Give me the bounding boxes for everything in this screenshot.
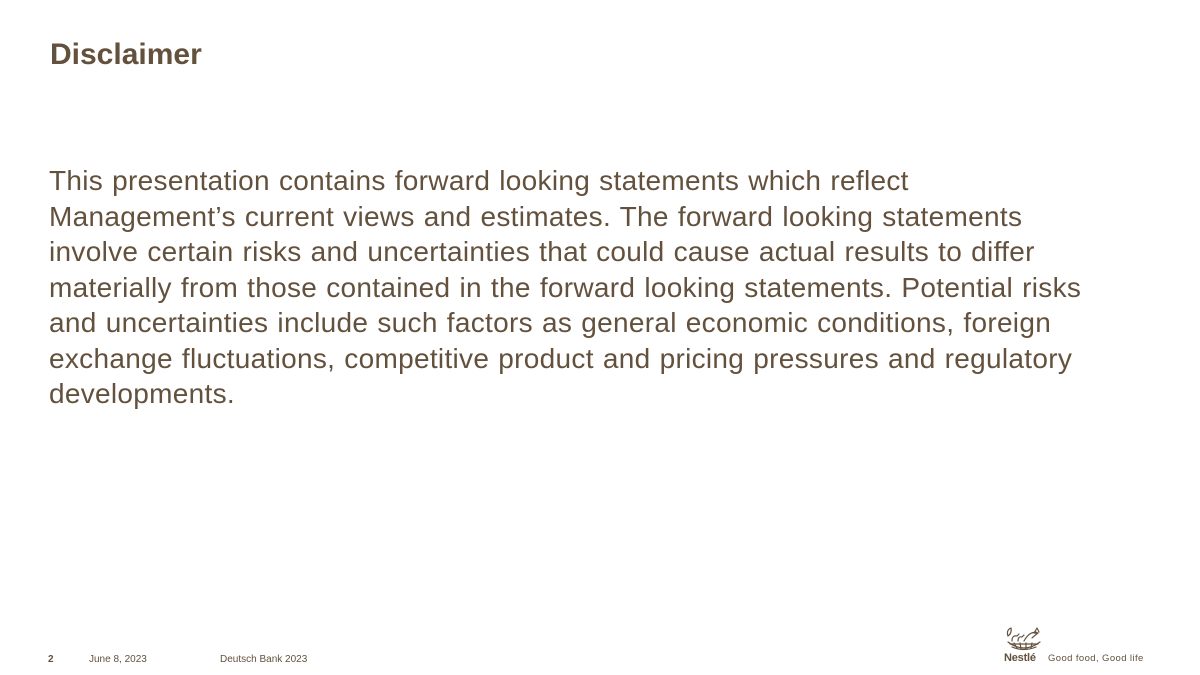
footer-event: Deutsch Bank 2023 <box>220 654 308 665</box>
footer-date: June 8, 2023 <box>89 654 147 665</box>
slide-footer <box>0 648 1200 672</box>
nest-birds-icon <box>1004 624 1044 654</box>
brand-wordmark: Nestlé <box>1004 652 1036 664</box>
page-title: Disclaimer <box>50 38 202 71</box>
brand-logo <box>1002 624 1152 670</box>
page-number: 2 <box>48 654 54 665</box>
disclaimer-body: This presentation contains forward looking statements which reflect Management’s current views and estimates. The forward looking statements involve certain risks and uncertainties that could cause actual results to differ materially from those contained in the forward looking statements. Potential risks and uncertainties include such factors as general economic conditions, foreign exchange fluctuations, competitive product and pricing pressures and regulatory developments. <box>49 165 1082 409</box>
brand-tagline: Good food, Good life <box>1048 653 1144 664</box>
